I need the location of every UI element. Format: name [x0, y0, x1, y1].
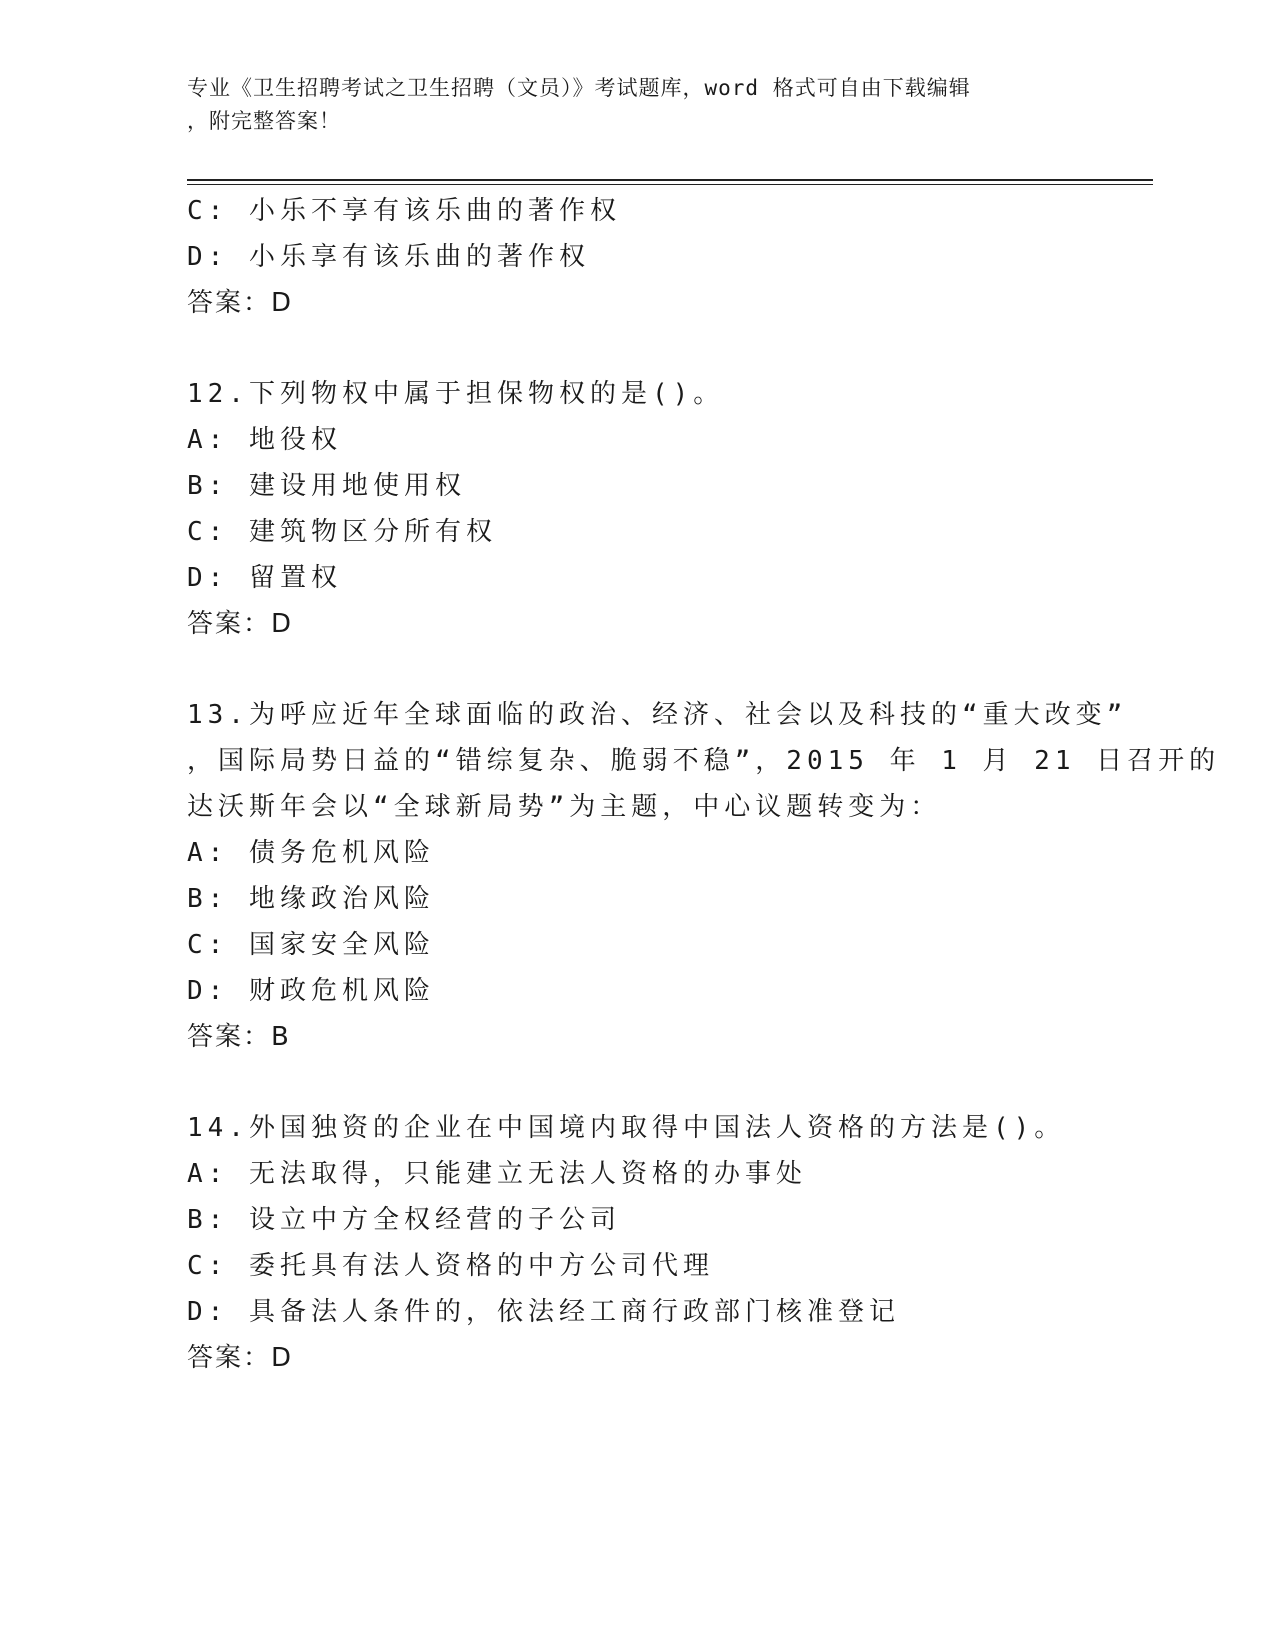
question-stem: ，国际局势日益的“错综复杂、脆弱不稳”，2015 年 1 月 21 日召开的	[187, 746, 1221, 776]
question-stem: 12.下列物权中属于担保物权的是()。	[187, 379, 725, 409]
answer-line: 答案：D	[187, 1343, 294, 1373]
option-b: B: 设立中方全权经营的子公司	[187, 1205, 621, 1235]
question-stem: 14.外国独资的企业在中国境内取得中国法人资格的方法是()。	[187, 1113, 1066, 1143]
question-11-fragment	[187, 188, 1147, 326]
question-14	[187, 1105, 1147, 1381]
option-c: C: 委托具有法人资格的中方公司代理	[187, 1251, 714, 1281]
option-a: A: 地役权	[187, 425, 342, 455]
question-12	[187, 371, 1147, 647]
question-stem: 13.为呼应近年全球面临的政治、经济、社会以及科技的“重大改变”	[187, 700, 1128, 730]
option-b: B: 建设用地使用权	[187, 471, 466, 501]
spacer	[187, 326, 1147, 371]
option-c: C: 建筑物区分所有权	[187, 517, 497, 547]
option-a: A: 无法取得，只能建立无法人资格的办事处	[187, 1159, 807, 1189]
answer-line: 答案：B	[187, 1022, 291, 1052]
option-d: D: 小乐享有该乐曲的著作权	[187, 242, 590, 272]
option-c: C: 小乐不享有该乐曲的著作权	[187, 196, 621, 226]
spacer	[187, 1060, 1147, 1105]
header-line-1: 专业《卫生招聘考试之卫生招聘（文员）》考试题库，word 格式可自由下载编辑	[187, 76, 971, 100]
question-list	[187, 188, 1221, 1381]
answer-line: 答案：D	[187, 288, 294, 318]
question-13	[187, 692, 1221, 1060]
document-header	[187, 72, 1087, 138]
spacer	[187, 647, 1147, 692]
header-rule-thick	[187, 179, 1153, 181]
option-d: D: 具备法人条件的，依法经工商行政部门核准登记	[187, 1297, 900, 1327]
question-stem: 达沃斯年会以“全球新局势”为主题，中心议题转变为：	[187, 792, 942, 822]
answer-line: 答案：D	[187, 609, 294, 639]
option-d: D: 财政危机风险	[187, 976, 435, 1006]
header-line-2: ，附完整答案！	[187, 109, 341, 133]
option-a: A: 债务危机风险	[187, 838, 435, 868]
option-b: B: 地缘政治风险	[187, 884, 435, 914]
option-d: D: 留置权	[187, 563, 342, 593]
header-rule-thin	[187, 184, 1153, 185]
option-c: C: 国家安全风险	[187, 930, 435, 960]
